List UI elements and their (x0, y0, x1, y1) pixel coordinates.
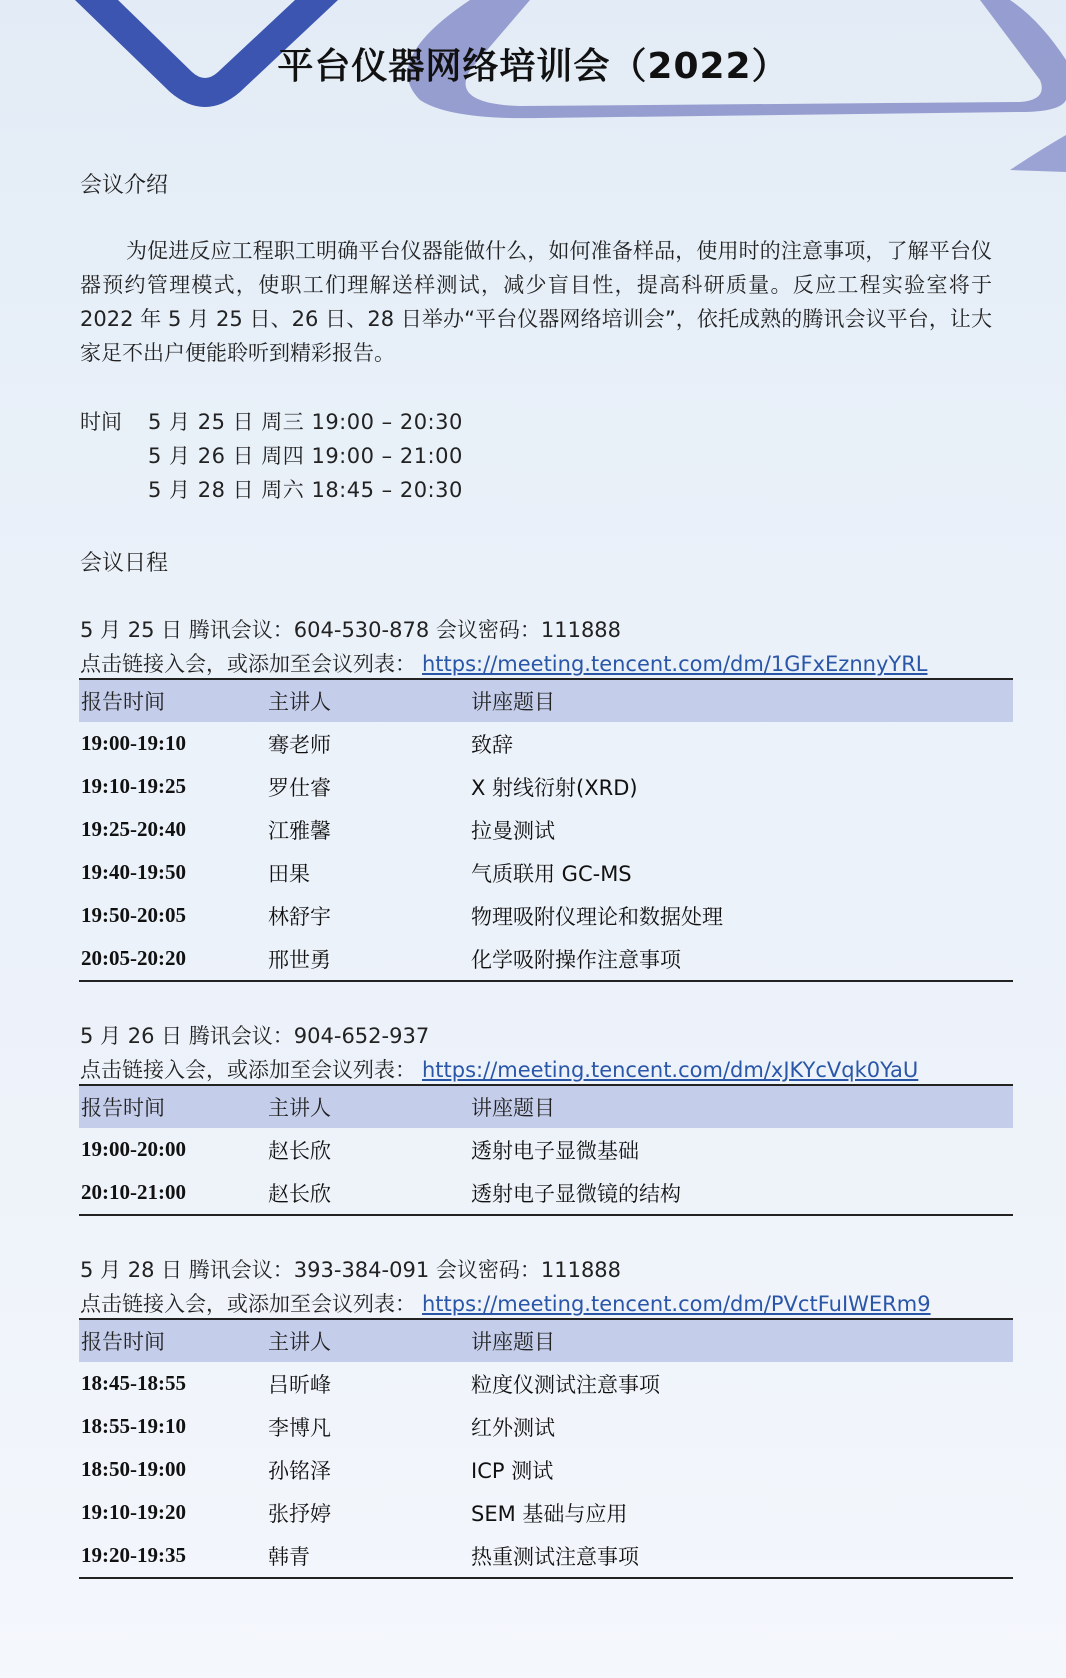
row-topic: 致辞 (471, 732, 513, 757)
table-row (79, 851, 1013, 894)
row-topic: 透射电子显微基础 (471, 1138, 639, 1163)
day3-schedule-table (79, 1318, 1013, 1579)
header-topic: 讲座题目 (471, 1096, 555, 1120)
table-header-row (79, 680, 1013, 722)
row-topic: 红外测试 (471, 1415, 555, 1440)
row-speaker: 孙铭泽 (268, 1458, 331, 1483)
row-time: 19:20-19:35 (81, 1543, 186, 1567)
row-time: 18:45-18:55 (81, 1371, 186, 1395)
row-speaker: 罗仕睿 (268, 775, 331, 800)
header-speaker: 主讲人 (268, 1096, 331, 1120)
header-speaker: 主讲人 (268, 1330, 331, 1354)
header-topic: 讲座题目 (471, 1330, 555, 1354)
time-line-3: 5 月 28 日 周六 18:45 – 20:30 (148, 478, 463, 502)
table-row (79, 1491, 1013, 1534)
row-time: 19:00-19:10 (81, 731, 186, 755)
table-header-row (79, 1320, 1013, 1362)
time-label: 时间 (80, 410, 122, 434)
row-speaker: 李博凡 (268, 1415, 331, 1440)
day1-link-line (80, 648, 928, 678)
table-row (79, 937, 1013, 980)
row-topic: 物理吸附仪理论和数据处理 (471, 904, 723, 929)
day2-schedule-table (79, 1084, 1013, 1216)
row-time: 19:40-19:50 (81, 860, 186, 884)
header-topic: 讲座题目 (471, 690, 555, 714)
table-bottom-rule (79, 980, 1013, 982)
row-time: 19:50-20:05 (81, 903, 186, 927)
header-time: 报告时间 (81, 690, 165, 714)
row-topic: 粒度仪测试注意事项 (471, 1372, 660, 1397)
row-speaker: 赵长欣 (268, 1181, 331, 1206)
row-time: 19:10-19:25 (81, 774, 186, 798)
table-bottom-rule (79, 1577, 1013, 1579)
table-row (79, 1362, 1013, 1405)
row-topic: ICP 测试 (471, 1458, 554, 1483)
row-topic: 透射电子显微镜的结构 (471, 1181, 681, 1206)
row-time: 19:00-20:00 (81, 1137, 186, 1161)
table-row (79, 1534, 1013, 1577)
row-time: 20:05-20:20 (81, 946, 186, 970)
row-topic: SEM 基础与应用 (471, 1501, 628, 1526)
intro-paragraph: 为促进反应工程职工明确平台仪器能做什么，如何准备样品，使用时的注意事项，了解平台仪器预约管理模式，使职工们理解送样测试，减少盲目性，提高科研质量。反应工程实验室将于 2022 年 5 月 25 日、26 日、28 日举办“平台仪器网络培训会”，依托成熟的腾讯会议平台，让大家足不出户便能聆听到精彩报告。 (80, 239, 992, 365)
row-speaker: 江雅馨 (268, 818, 331, 843)
row-time: 19:10-19:20 (81, 1500, 186, 1524)
row-speaker: 韩青 (268, 1544, 310, 1569)
day2-link-line (80, 1054, 918, 1084)
table-row (79, 1405, 1013, 1448)
row-time: 19:25-20:40 (81, 817, 186, 841)
table-row (79, 765, 1013, 808)
time-line-2: 5 月 26 日 周四 19:00 – 21:00 (148, 444, 463, 468)
table-header-row (79, 1086, 1013, 1128)
day1-meeting-info: 5 月 25 日 腾讯会议：604-530-878 会议密码：111888 (80, 618, 622, 642)
day2-link-prompt: 点击链接入会，或添加至会议列表： (80, 1058, 416, 1082)
day3-link-line (80, 1288, 931, 1318)
time-line-1: 5 月 25 日 周三 19:00 – 20:30 (148, 410, 463, 434)
row-speaker: 林舒宇 (268, 904, 331, 929)
table-row (79, 722, 1013, 765)
day1-link-prompt: 点击链接入会，或添加至会议列表： (80, 652, 416, 676)
row-time: 20:10-21:00 (81, 1180, 186, 1204)
table-row (79, 894, 1013, 937)
row-topic: 气质联用 GC-MS (471, 861, 632, 886)
header-time: 报告时间 (81, 1330, 165, 1354)
row-time: 18:50-19:00 (81, 1457, 186, 1481)
table-row (79, 1128, 1013, 1171)
table-bottom-rule (79, 1214, 1013, 1216)
row-speaker: 吕昕峰 (268, 1372, 331, 1397)
row-topic: 拉曼测试 (471, 818, 555, 843)
row-topic: X 射线衍射(XRD) (471, 775, 638, 800)
table-row (79, 1171, 1013, 1214)
day3-meeting-info: 5 月 28 日 腾讯会议：393-384-091 会议密码：111888 (80, 1258, 622, 1282)
day3-meeting-link[interactable]: https://meeting.tencent.com/dm/PVctFuIWERm9 (422, 1292, 931, 1316)
day2-meeting-link[interactable]: https://meeting.tencent.com/dm/xJKYcVqk0YaU (422, 1058, 919, 1082)
page-title: 平台仪器网络培训会（2022） (277, 46, 789, 87)
schedule-heading: 会议日程 (80, 551, 169, 576)
intro-heading: 会议介绍 (80, 173, 169, 198)
table-row (79, 808, 1013, 851)
header-speaker: 主讲人 (268, 690, 331, 714)
day1-meeting-link[interactable]: https://meeting.tencent.com/dm/1GFxEznnyYRL (422, 652, 928, 676)
day1-schedule-table (79, 678, 1013, 982)
row-speaker: 邢世勇 (268, 947, 331, 972)
day3-link-prompt: 点击链接入会，或添加至会议列表： (80, 1292, 416, 1316)
day2-meeting-info: 5 月 26 日 腾讯会议：904-652-937 (80, 1024, 430, 1048)
row-topic: 化学吸附操作注意事项 (471, 947, 681, 972)
table-row (79, 1448, 1013, 1491)
row-speaker: 骞老师 (268, 732, 331, 757)
row-speaker: 赵长欣 (268, 1138, 331, 1163)
row-speaker: 田果 (268, 861, 310, 886)
deco-lavender-arc (1010, 135, 1066, 172)
row-speaker: 张抒婷 (268, 1501, 331, 1526)
row-time: 18:55-19:10 (81, 1414, 186, 1438)
header-time: 报告时间 (81, 1096, 165, 1120)
row-topic: 热重测试注意事项 (471, 1544, 639, 1569)
